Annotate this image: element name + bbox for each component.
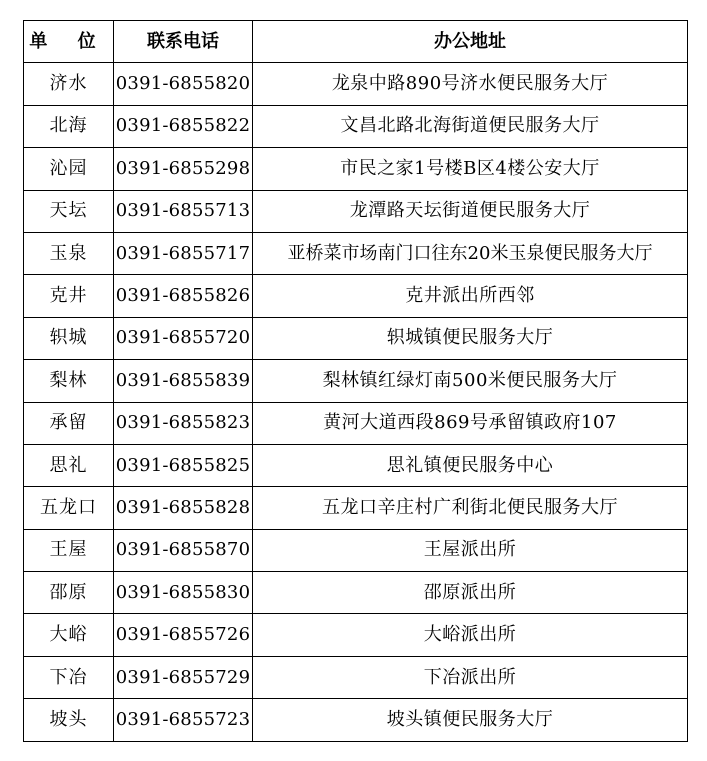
unit-cell: 邵原 — [24, 572, 114, 614]
unit-cell: 思礼 — [24, 444, 114, 486]
header-unit: 单 位 — [24, 21, 114, 63]
unit-cell: 五龙口 — [24, 487, 114, 529]
table-row — [24, 614, 688, 656]
table-row — [24, 148, 688, 190]
phone-cell: 0391-6855825 — [114, 444, 253, 486]
table-row — [24, 656, 688, 698]
unit-cell: 王屋 — [24, 529, 114, 571]
address-cell: 黄河大道西段869号承留镇政府107 — [253, 402, 688, 444]
address-cell: 王屋派出所 — [253, 529, 688, 571]
table-row — [24, 402, 688, 444]
table-row — [24, 63, 688, 105]
address-cell: 文昌北路北海街道便民服务大厅 — [253, 105, 688, 147]
table-row — [24, 529, 688, 571]
address-cell: 坡头镇便民服务大厅 — [253, 699, 688, 741]
address-cell: 大峪派出所 — [253, 614, 688, 656]
phone-cell: 0391-6855723 — [114, 699, 253, 741]
address-cell: 邵原派出所 — [253, 572, 688, 614]
address-cell: 梨林镇红绿灯南500米便民服务大厅 — [253, 360, 688, 402]
table-row — [24, 487, 688, 529]
address-cell: 思礼镇便民服务中心 — [253, 444, 688, 486]
unit-cell: 玉泉 — [24, 232, 114, 274]
table-row — [24, 275, 688, 317]
unit-cell: 克井 — [24, 275, 114, 317]
unit-cell: 坡头 — [24, 699, 114, 741]
unit-cell: 梨林 — [24, 360, 114, 402]
table-row — [24, 232, 688, 274]
address-cell: 轵城镇便民服务大厅 — [253, 317, 688, 359]
phone-cell: 0391-6855839 — [114, 360, 253, 402]
contact-table — [23, 20, 688, 742]
header-address: 办公地址 — [253, 21, 688, 63]
table-body — [24, 63, 688, 741]
table-row — [24, 699, 688, 741]
phone-cell: 0391-6855820 — [114, 63, 253, 105]
unit-cell: 下冶 — [24, 656, 114, 698]
unit-cell: 天坛 — [24, 190, 114, 232]
unit-cell: 承留 — [24, 402, 114, 444]
phone-cell: 0391-6855822 — [114, 105, 253, 147]
phone-cell: 0391-6855717 — [114, 232, 253, 274]
phone-cell: 0391-6855823 — [114, 402, 253, 444]
phone-cell: 0391-6855720 — [114, 317, 253, 359]
unit-cell: 大峪 — [24, 614, 114, 656]
header-phone: 联系电话 — [114, 21, 253, 63]
phone-cell: 0391-6855830 — [114, 572, 253, 614]
address-cell: 克井派出所西邻 — [253, 275, 688, 317]
phone-cell: 0391-6855713 — [114, 190, 253, 232]
address-cell: 五龙口辛庄村广利街北便民服务大厅 — [253, 487, 688, 529]
table-row — [24, 105, 688, 147]
table-row — [24, 572, 688, 614]
phone-cell: 0391-6855298 — [114, 148, 253, 190]
unit-cell: 济水 — [24, 63, 114, 105]
address-cell: 亚桥菜市场南门口往东20米玉泉便民服务大厅 — [253, 232, 688, 274]
address-cell: 下冶派出所 — [253, 656, 688, 698]
table-row — [24, 190, 688, 232]
header-row — [24, 21, 688, 63]
unit-cell: 轵城 — [24, 317, 114, 359]
phone-cell: 0391-6855870 — [114, 529, 253, 571]
address-cell: 龙泉中路890号济水便民服务大厅 — [253, 63, 688, 105]
address-cell: 市民之家1号楼B区4楼公安大厅 — [253, 148, 688, 190]
table-row — [24, 360, 688, 402]
unit-cell: 沁园 — [24, 148, 114, 190]
table-row — [24, 444, 688, 486]
table-row — [24, 317, 688, 359]
table-header — [24, 21, 688, 63]
phone-cell: 0391-6855726 — [114, 614, 253, 656]
address-cell: 龙潭路天坛街道便民服务大厅 — [253, 190, 688, 232]
phone-cell: 0391-6855828 — [114, 487, 253, 529]
unit-cell: 北海 — [24, 105, 114, 147]
phone-cell: 0391-6855729 — [114, 656, 253, 698]
phone-cell: 0391-6855826 — [114, 275, 253, 317]
